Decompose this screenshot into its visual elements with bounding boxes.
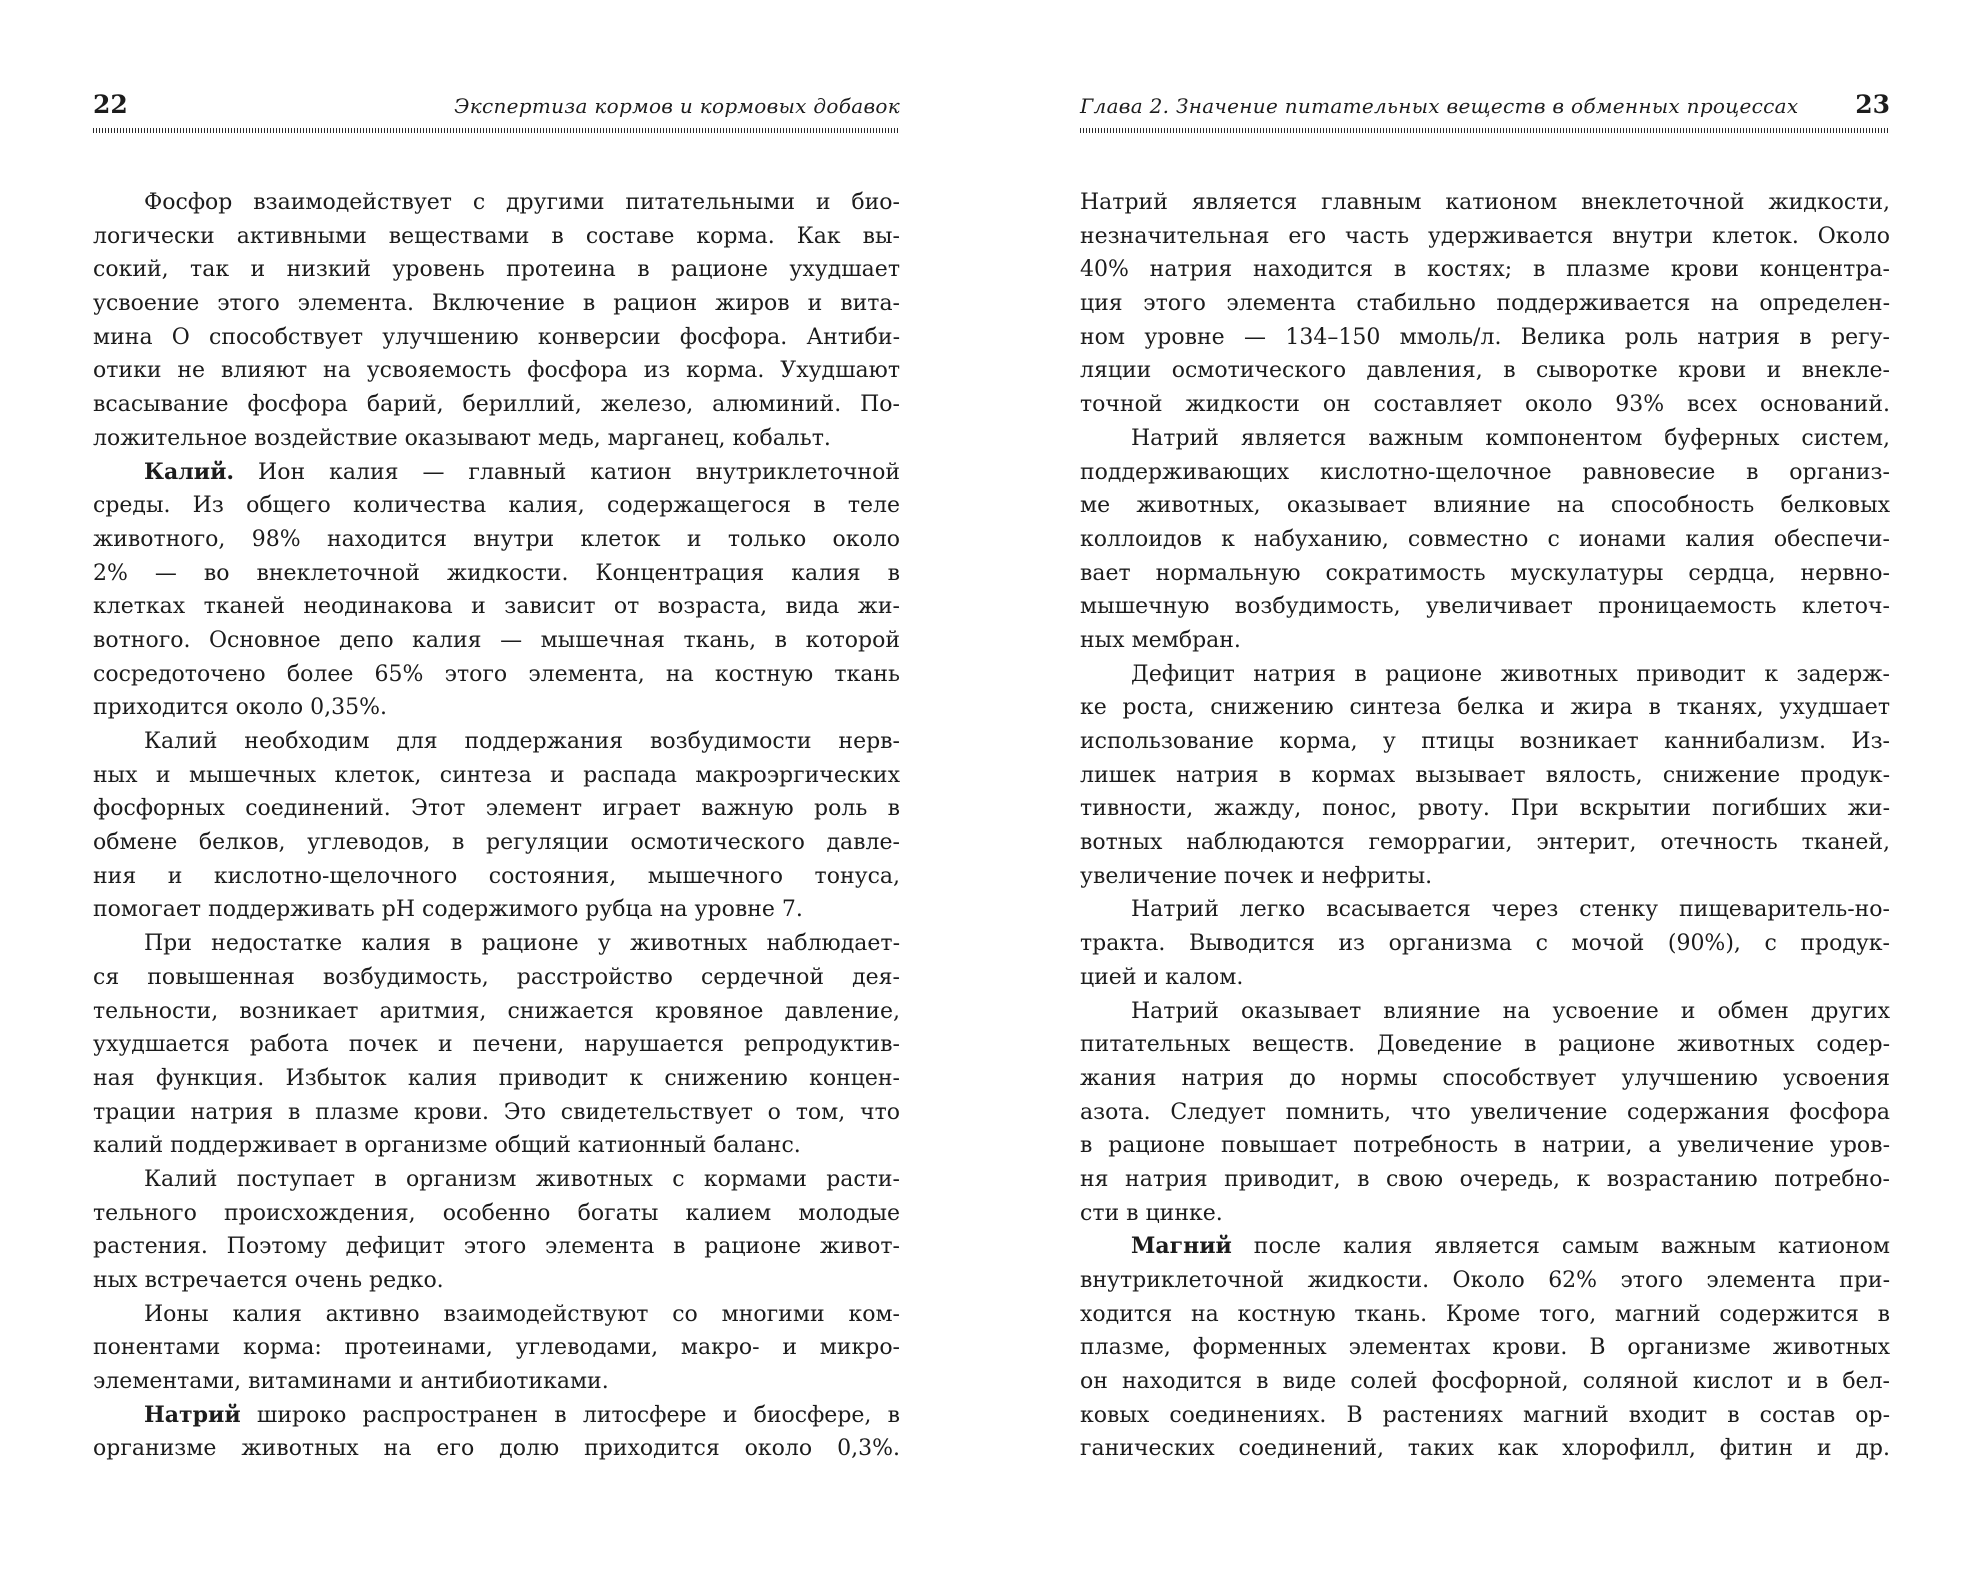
text-line (1080, 1331, 1890, 1365)
line-text: ных мембран. (1080, 627, 1241, 653)
line-text: в рационе повышает потребность в натрии, а увеличение уров- (1080, 1133, 1890, 1159)
line-text: ложительное воздействие оказывают медь, марганец, кобальт. (93, 425, 831, 451)
line-text: элементами, витаминами и антибиотиками. (93, 1369, 609, 1395)
line-text: отики не влияют на усвояемость фосфора из корма. Ухудшают (93, 358, 900, 384)
line-text: плазме, форменных элементах крови. В организме животных (1080, 1335, 1890, 1361)
line-text: ходится на костную ткань. Кроме того, магний содержится в (1080, 1301, 1890, 1327)
bold-term: Магний (1131, 1233, 1232, 1260)
text-line (1080, 489, 1890, 523)
line-text: после калия является самым важным катионом (1231, 1234, 1890, 1260)
line-text: клетках тканей неодинакова и зависит от возраста, вида жи- (93, 594, 900, 620)
right-page-body (1080, 186, 1890, 1466)
line-text: вотного. Основное депо калия — мышечная ткань, в которой (93, 627, 900, 653)
line-text: сосредоточено более 65% этого элемента, на костную ткань (93, 661, 900, 687)
line-text: помогает поддерживать pH содержимого рубца на уровне 7. (93, 897, 803, 923)
text-line (1080, 287, 1890, 321)
left-page-body (93, 186, 900, 1466)
line-text: ганических соединений, таких как хлорофилл, фитин и др. (1080, 1436, 1890, 1462)
line-text: животного, 98% находится внутри клеток и только около (93, 526, 900, 552)
line-text: азота. Следует помнить, что увеличение содержания фосфора (1080, 1099, 1890, 1125)
line-text: точной жидкости он составляет около 93% всех оснований. (1080, 392, 1890, 418)
line-text: При недостатке калия в рационе у животных наблюдает- (144, 931, 900, 957)
text-line (1080, 792, 1890, 826)
line-text: всасывание фосфора барий, бериллий, железо, алюминий. По- (93, 392, 900, 418)
text-line (1080, 1163, 1890, 1197)
text-line (1080, 691, 1890, 725)
text-line (1080, 557, 1890, 591)
text-line (93, 1129, 900, 1163)
line-text: тельного происхождения, особенно богаты калием молодые (93, 1200, 900, 1226)
line-text: вотных наблюдаются геморрагии, энтерит, отечность тканей, (1080, 830, 1890, 856)
left-running-head: Экспертиза кормов и кормовых добавок (454, 94, 900, 118)
line-text: ных и мышечных клеток, синтеза и распада макроэргических (93, 762, 900, 788)
line-text: 40% натрия находится в костях; в плазме крови концентра- (1080, 257, 1890, 283)
line-text: ухудшается работа почек и печени, нарушается репродуктив- (93, 1032, 900, 1058)
text-line (1080, 354, 1890, 388)
text-line (93, 1365, 900, 1399)
text-line (93, 1432, 900, 1466)
left-header-rule (93, 128, 900, 133)
line-text: Натрий является главным катионом внеклеточной жидкости, (1080, 190, 1890, 215)
text-line (1080, 1028, 1890, 1062)
text-line (1080, 725, 1890, 759)
text-line (93, 422, 900, 456)
right-header-rule (1080, 128, 1890, 133)
text-line (1080, 1298, 1890, 1332)
text-line (93, 624, 900, 658)
text-line (1080, 590, 1890, 624)
line-text: тракта. Выводится из организма с мочой (90%), с продук- (1080, 931, 1890, 957)
text-line (1080, 186, 1890, 220)
right-page-header (1080, 90, 1890, 124)
text-line (93, 557, 900, 591)
text-line (93, 287, 900, 321)
text-line (1080, 893, 1890, 927)
line-text: Фосфор взаимодействует с другими питательными и био- (144, 190, 900, 215)
line-text: увеличение почек и нефриты. (1080, 863, 1433, 889)
text-line (1080, 826, 1890, 860)
bold-term: Натрий (144, 1401, 241, 1428)
text-line (1080, 1432, 1890, 1466)
line-text: Ионы калия активно взаимодействуют со многими ком- (144, 1301, 900, 1327)
text-line (93, 759, 900, 793)
right-running-head: Глава 2. Значение питательных веществ в обменных процессах (1080, 94, 1799, 118)
line-text: ся повышенная возбудимость, расстройство сердечной дея- (93, 964, 900, 990)
text-line (1080, 961, 1890, 995)
text-line (1080, 624, 1890, 658)
text-line (93, 893, 900, 927)
line-text: использование корма, у птицы возникает каннибализм. Из- (1080, 729, 1890, 754)
text-line (93, 321, 900, 355)
line-text: тельности, возникает аритмия, снижается кровяное давление, (93, 998, 900, 1024)
line-text: ная функция. Избыток калия приводит к снижению концен- (93, 1065, 900, 1091)
text-line (93, 1399, 900, 1433)
line-text: Натрий легко всасывается через стенку пищеваритель-но- (1131, 897, 1890, 923)
text-line (1080, 253, 1890, 287)
text-line (1080, 523, 1890, 557)
right-page-number: 23 (1855, 90, 1890, 119)
line-text: 2% — во внеклеточной жидкости. Концентрация калия в (93, 560, 900, 586)
text-line (1080, 860, 1890, 894)
line-text: ния и кислотно-щелочного состояния, мышечного тонуса, (93, 863, 900, 889)
line-text: мышечную возбудимость, увеличивает проницаемость клеточ- (1080, 594, 1890, 620)
text-line (93, 927, 900, 961)
line-text: ня натрия приводит, в свою очередь, к возрастанию потребно- (1080, 1166, 1890, 1192)
line-text: ковых соединениях. В растениях магний входит в состав ор- (1080, 1402, 1890, 1428)
text-line (1080, 759, 1890, 793)
line-text: цией и калом. (1080, 964, 1244, 990)
text-line (93, 1163, 900, 1197)
text-line (93, 1096, 900, 1130)
line-text: усвоение этого элемента. Включение в рацион жиров и вита- (93, 291, 900, 317)
text-line (93, 523, 900, 557)
line-text: организме животных на его долю приходится около 0,3%. (93, 1436, 900, 1462)
text-line (1080, 321, 1890, 355)
line-text: сокий, так и низкий уровень протеина в рационе ухудшает (93, 257, 900, 283)
line-text: он находится в виде солей фосфорной, соляной кислот и в бел- (1080, 1369, 1890, 1395)
line-text: ном уровне — 134–150 ммоль/л. Велика роль натрия в регу- (1080, 324, 1890, 350)
text-line (93, 186, 900, 220)
left-page-number: 22 (93, 90, 128, 119)
line-text: ция этого элемента стабильно поддерживается на определен- (1080, 291, 1890, 317)
text-line (1080, 1399, 1890, 1433)
line-text: обмене белков, углеводов, в регуляции осмотического давле- (93, 830, 900, 856)
text-line (93, 995, 900, 1029)
text-line (93, 489, 900, 523)
text-line (93, 1062, 900, 1096)
text-line (1080, 1230, 1890, 1264)
line-text: Дефицит натрия в рационе животных приводит к задерж- (1131, 661, 1890, 687)
text-line (1080, 927, 1890, 961)
text-line (93, 1197, 900, 1231)
text-line (93, 725, 900, 759)
text-line (93, 826, 900, 860)
text-line (93, 456, 900, 490)
text-line (1080, 1096, 1890, 1130)
text-line (93, 860, 900, 894)
text-line (93, 1331, 900, 1365)
line-text: тивности, жажду, понос, рвоту. При вскрытии погибших жи- (1080, 796, 1890, 822)
text-line (1080, 388, 1890, 422)
text-line (1080, 220, 1890, 254)
line-text: фосфорных соединений. Этот элемент играет важную роль в (93, 796, 900, 822)
line-text: Калий необходим для поддержания возбудимости нерв- (144, 729, 900, 754)
bold-term: Калий. (144, 458, 235, 485)
line-text: среды. Из общего количества калия, содержащегося в теле (93, 493, 900, 519)
line-text: ке роста, снижению синтеза белка и жира в тканях, ухудшает (1080, 695, 1890, 721)
text-line (1080, 658, 1890, 692)
text-line (93, 354, 900, 388)
line-text: поддерживающих кислотно-щелочное равновесие в организ- (1080, 459, 1890, 485)
left-page-header (93, 90, 900, 124)
text-line (1080, 1197, 1890, 1231)
line-text: вает нормальную сократимость мускулатуры сердца, нервно- (1080, 560, 1890, 586)
text-line (93, 658, 900, 692)
line-text: ных встречается очень редко. (93, 1268, 444, 1293)
text-line (1080, 1264, 1890, 1298)
text-line (93, 792, 900, 826)
line-text: незначительная его часть удерживается внутри клеток. Около (1080, 223, 1890, 249)
text-line (93, 1264, 900, 1298)
text-line (93, 1028, 900, 1062)
line-text: ме животных, оказывает влияние на способность белковых (1080, 493, 1890, 519)
line-text: логически активными веществами в составе корма. Как вы- (93, 223, 900, 249)
line-text: мина О способствует улучшению конверсии фосфора. Антиби- (93, 324, 900, 350)
text-line (1080, 1129, 1890, 1163)
line-text: трации натрия в плазме крови. Это свидетельствует о том, что (93, 1099, 900, 1125)
line-text: питательных веществ. Доведение в рационе животных содер- (1080, 1032, 1890, 1058)
text-line (93, 590, 900, 624)
text-line (93, 1298, 900, 1332)
line-text: лишек натрия в кормах вызывает вялость, снижение продук- (1080, 762, 1890, 788)
line-text: жания натрия до нормы способствует улучшению усвоения (1080, 1065, 1890, 1091)
line-text: калий поддерживает в организме общий катионный баланс. (93, 1133, 801, 1159)
text-line (93, 961, 900, 995)
line-text: внутриклеточной жидкости. Около 62% этого элемента при- (1080, 1268, 1890, 1293)
text-line (93, 691, 900, 725)
text-line (1080, 995, 1890, 1029)
line-text: Натрий оказывает влияние на усвоение и обмен других (1131, 998, 1890, 1024)
right-page (985, 0, 1970, 1580)
text-line (1080, 456, 1890, 490)
line-text: сти в цинке. (1080, 1200, 1223, 1226)
line-text: Калий поступает в организм животных с кормами расти- (144, 1166, 900, 1192)
line-text: широко распространен в литосфере и биосфере, в (240, 1402, 900, 1428)
line-text: Ион калия — главный катион внутриклеточной (234, 459, 900, 485)
line-text: ляции осмотического давления, в сыворотке крови и внекле- (1080, 358, 1890, 384)
text-line (1080, 422, 1890, 456)
text-line (93, 1230, 900, 1264)
text-line (93, 220, 900, 254)
line-text: коллоидов к набуханию, совместно с ионами калия обеспечи- (1080, 526, 1890, 552)
line-text: приходится около 0,35%. (93, 695, 387, 721)
text-line (1080, 1062, 1890, 1096)
line-text: растения. Поэтому дефицит этого элемента в рационе живот- (93, 1234, 900, 1260)
text-line (93, 253, 900, 287)
line-text: понентами корма: протеинами, углеводами, макро- и микро- (93, 1335, 900, 1361)
text-line (93, 388, 900, 422)
line-text: Натрий является важным компонентом буферных систем, (1131, 425, 1890, 451)
text-line (1080, 1365, 1890, 1399)
